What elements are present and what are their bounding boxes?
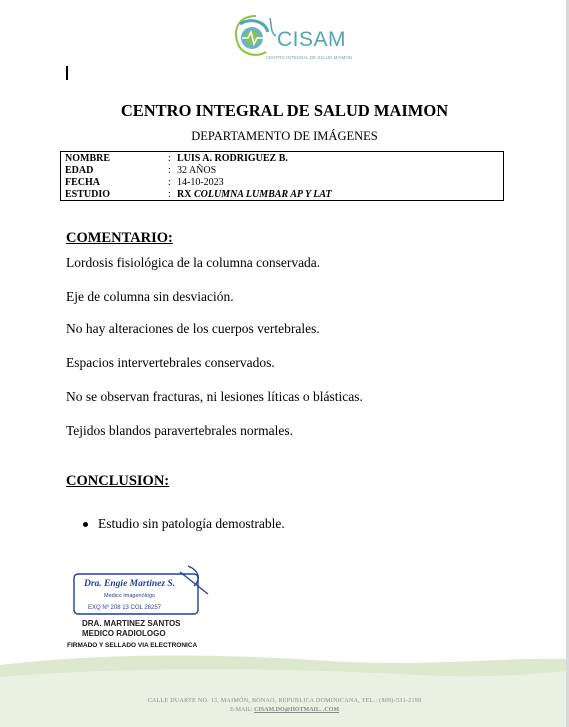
- study-name: COLUMNA LUMBAR AP Y LAT: [193, 189, 332, 200]
- conclusion-item: [83, 516, 285, 532]
- signer-title: MEDICO RADIOLOGO: [82, 629, 166, 638]
- stamp-exequatur: EXQ Nº 208 13 COL 26257: [88, 605, 162, 611]
- department-subtitle: DEPARTAMENTO DE IMÁGENES: [191, 129, 378, 143]
- study-prefix: RX: [177, 189, 192, 200]
- logo-subtitle: CENTRO INTEGRAL DE SALUD MAIMON: [266, 55, 353, 60]
- comment-line: No se observan fracturas, ni lesiones líticas o blásticas.: [66, 389, 363, 404]
- email-label: E-MAIL:: [229, 707, 253, 713]
- patient-age: 32 AÑOS: [177, 165, 217, 176]
- patient-info-box: NOMBRE : LUIS A. RODRIGUEZ B. EDAD : 32 AÑOS FECHA : 14-10-2023 ESTUDIO : RX COLUMNA LUMBAR AP Y LAT: [60, 151, 504, 201]
- info-label: EDAD: [65, 165, 94, 176]
- comment-heading: COMENTARIO:: [66, 230, 173, 246]
- info-label: NOMBRE: [65, 153, 110, 164]
- report-title: CENTRO INTEGRAL DE SALUD MAIMON: [120, 101, 449, 120]
- stamp-signature-icon: [70, 564, 216, 620]
- conclusion-text: Estudio sin patología demostrable.: [98, 516, 285, 531]
- footer-wave-graphic: [0, 655, 569, 727]
- signature-stamp: [70, 564, 216, 620]
- stamp-name: Dra. Engie Martinez S.: [84, 579, 176, 589]
- footer-address: CALLE DUARTE NO. 13, MAIMÓN, BONAO, REPUBLICA DOMINICANA, TEL.: (809)-531-2198: [147, 698, 422, 704]
- comment-line: Lordosis fisiológica de la columna conservada.: [66, 255, 321, 270]
- logo-wordmark: CISAM: [277, 28, 347, 51]
- email-link[interactable]: CISAM.DO@HOTMAIL. .COM: [254, 707, 340, 713]
- comment-line: No hay alteraciones de los cuerpos vertebrales.: [66, 321, 320, 336]
- info-label: ESTUDIO: [65, 189, 111, 200]
- bullet-icon: [83, 522, 88, 527]
- comment-line: Tejidos blandos paravertebrales normales.: [66, 423, 293, 438]
- conclusion-heading: CONCLUSION:: [66, 473, 170, 489]
- study-value: [177, 189, 332, 201]
- patient-name: LUIS A. RODRIGUEZ B.: [177, 153, 288, 164]
- comment-line: Eje de columna sin desviación.: [66, 289, 234, 304]
- footer-email: [0, 707, 569, 713]
- text-cursor: [66, 66, 68, 80]
- signer-name: DRA. MARTINEZ SANTOS: [82, 619, 181, 628]
- signed-note: FIRMADO Y SELLADO VIA ELECTRONICA: [67, 642, 198, 649]
- cisam-logo: [226, 14, 356, 62]
- info-label: FECHA: [65, 177, 100, 188]
- study-date: 14-10-2023: [177, 177, 224, 188]
- stamp-title: Medico Imagenólogo: [104, 593, 156, 599]
- comment-line: Espacios intervertebrales conservados.: [66, 355, 275, 370]
